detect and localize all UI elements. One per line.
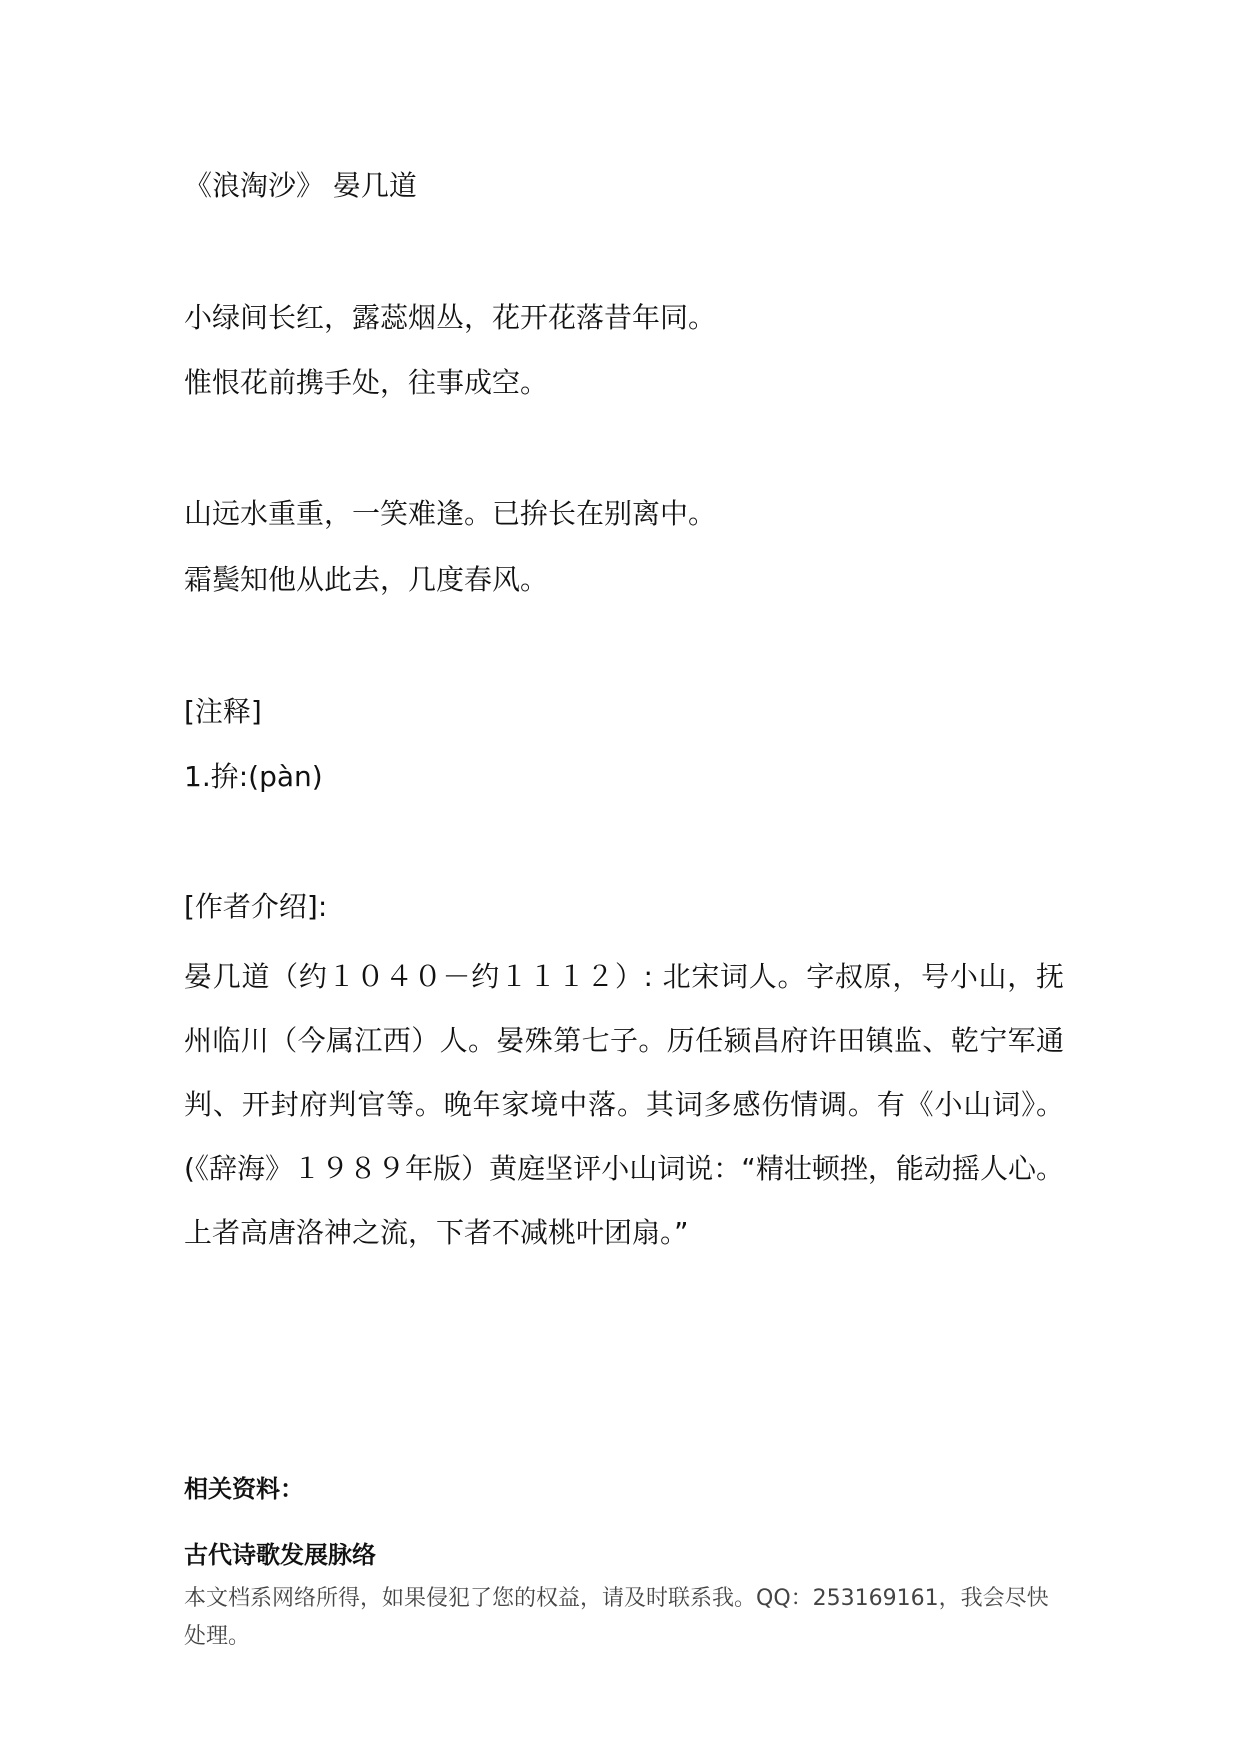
poem-title: 《浪淘沙》 晏几道 — [184, 169, 417, 202]
disclaimer-text: 本文档系网络所得，如果侵犯了您的权益，请及时联系我。QQ：253169161，我会尽快处理。 — [184, 1586, 1049, 1649]
related-heading: 相关资料： — [184, 1475, 304, 1503]
author-bio: 晏几道（约１０４０－约１１１２）: 北宋词人。字叔原，号小山，抚州临川（今属江西）人。晏殊第七子。历任颍昌府许田镇监、乾宁军通判、开封府判官等。晚年家境中落。其词多感伤情调。有《小山词》。(《辞海》１９８９年版）黄庭坚评小山词说：“精壮顿挫，能动摇人心。上者高唐洛神之流，下者不减桃叶团扇。” — [184, 960, 1064, 1249]
author-heading: [作者介绍]: — [184, 890, 328, 923]
note-item: 1.拚:(pàn) — [184, 760, 323, 793]
poem-line: 山远水重重，一笑难逢。已拚长在别离中。 — [184, 497, 717, 530]
poem-line: 霜鬓知他从此去，几度春风。 — [184, 563, 549, 596]
poem-line: 惟恨花前携手处，往事成空。 — [184, 366, 549, 399]
related-link[interactable]: 古代诗歌发展脉络 — [184, 1541, 376, 1569]
notes-heading: [注释] — [184, 695, 262, 728]
poem-line: 小绿间长红，露蕊烟丛，花开花落昔年同。 — [184, 301, 717, 334]
